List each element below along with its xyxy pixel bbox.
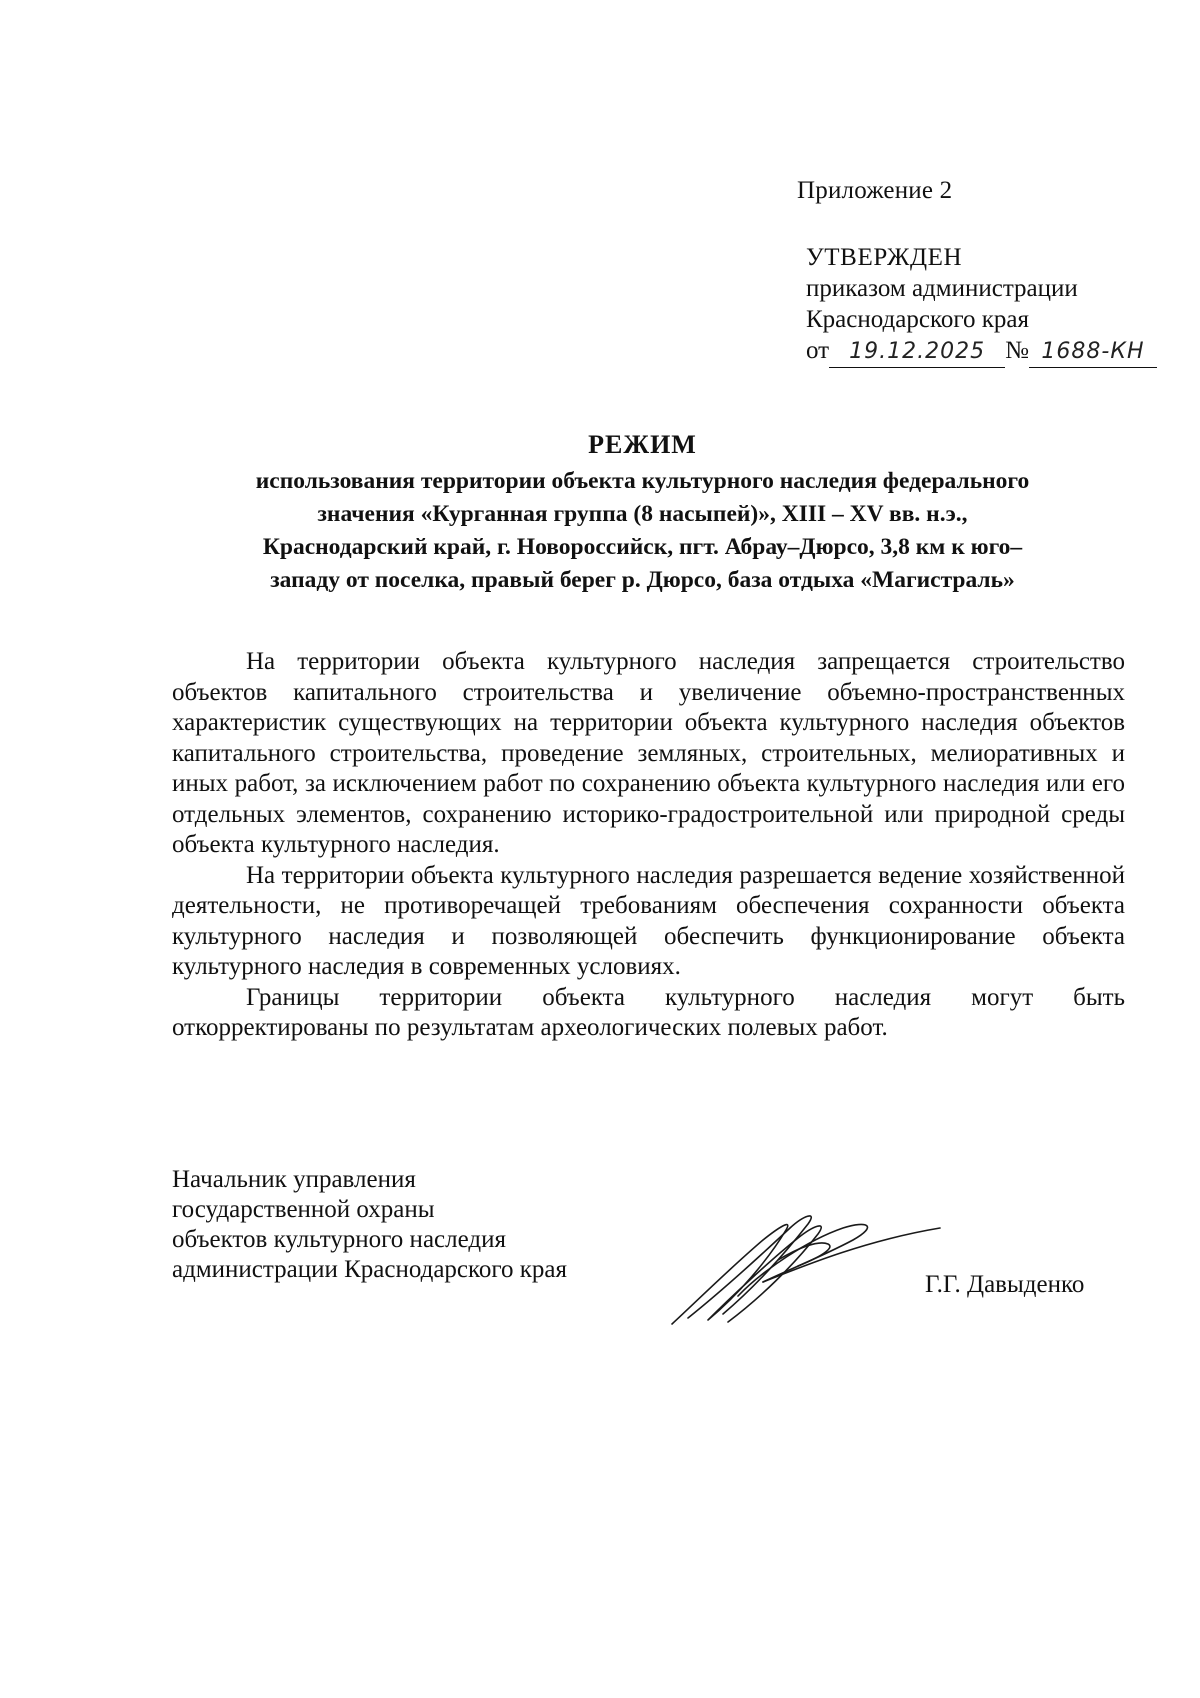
body-paragraph-2: На территории объекта культурного наследия разрешается ведение хозяйственной деятельности, не противоречащей требованиям обеспечения сохранности объекта культурного наследия и позволяющей обеспечить функционирование объекта культурного наследия в современных условиях.	[172, 861, 1125, 980]
appendix-label: Приложение 2	[797, 177, 953, 204]
signatory-position	[172, 1165, 567, 1285]
title-line-2: значения «Курганная группа (8 насыпей)», XIII – XV вв. н.э.,	[317, 501, 968, 527]
title-line-3: Краснодарский край, г. Новороссийск, пгт. Абрау–Дюрсо, 3,8 км к юго–	[262, 534, 1023, 560]
title-line-1: использования территории объекта культурного наследия федерального	[255, 468, 1030, 494]
position-line-1: Начальник управления	[172, 1166, 416, 1193]
body-paragraph-1: На территории объекта культурного наследия запрещается строительство объектов капитального строительства и увеличение объемно-пространственных характеристик существующих на территории объекта культурного наследия объектов капитального строительства, проведение земляных, строительных, мелиоративных и иных работ, за исключением работ по сохранению объекта культурного наследия или его отдельных элементов, сохранению историко-градостроительной или природной среды объекта культурного наследия.	[172, 648, 1125, 858]
title-subtitle	[160, 465, 1125, 597]
position-line-4: администрации Краснодарского края	[172, 1256, 568, 1283]
document-body	[172, 647, 1125, 1044]
approved-by-line1: приказом администрации	[806, 275, 1078, 302]
order-date-number-line	[806, 335, 1157, 368]
title-line-4: западу от поселка, правый берег р. Дюрсо, база отдыха «Магистраль»	[270, 567, 1015, 593]
position-line-2: государственной охраны	[172, 1196, 435, 1223]
approved-label: УТВЕРЖДЕН	[806, 244, 963, 271]
position-line-3: объектов культурного наследия	[172, 1226, 506, 1253]
handwritten-number: 1688-КН	[1029, 336, 1157, 368]
body-paragraph-3: Границы территории объекта культурного наследия могут быть откорректированы по результатам археологических полевых работ.	[172, 983, 1125, 1041]
number-prefix: №	[1005, 337, 1029, 364]
handwritten-signature	[668, 1200, 948, 1328]
approved-by-line2: Краснодарского края	[806, 306, 1029, 333]
title-main: РЕЖИМ	[588, 430, 697, 459]
date-prefix: от	[806, 337, 830, 364]
approval-stamp	[806, 242, 1157, 368]
signer-name: Г.Г. Давыденко	[925, 1271, 1085, 1298]
document-title	[160, 428, 1125, 597]
handwritten-date: 19.12.2025	[829, 336, 1005, 368]
